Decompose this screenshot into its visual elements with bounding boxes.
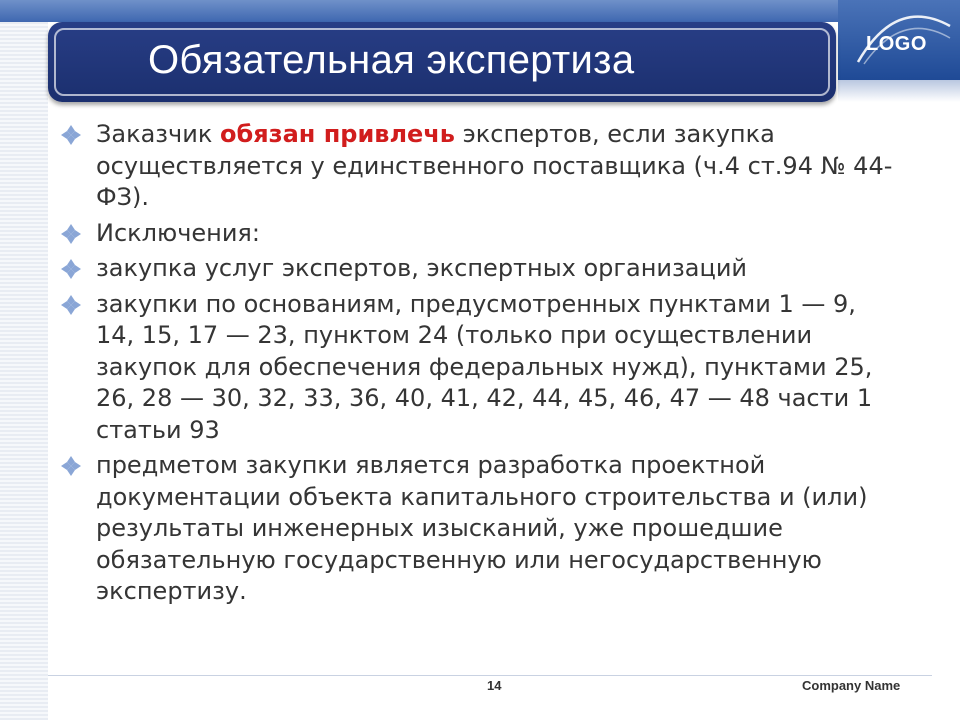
bullet-list (60, 119, 900, 612)
bullet-item-1 (60, 119, 900, 214)
bullet-item-4 (60, 289, 900, 447)
logo-text: LOGO (866, 33, 927, 55)
slide-title: Обязательная экспертиза (148, 38, 635, 82)
diamond-bullet-icon (60, 223, 82, 245)
diamond-bullet-icon (60, 258, 82, 280)
bullet-item-3 (60, 253, 900, 285)
left-margin-pattern (0, 22, 48, 720)
bullet-text-before: Заказчик (96, 120, 220, 148)
bullet-text: предметом закупки является разработка проектной документации объекта капитального строительства и (или) результаты инженерных изысканий, уже прошедшие обязательную государственную или негосударственную экспертизу. (96, 451, 868, 605)
page-number: 14 (487, 678, 502, 693)
top-decor-strip (0, 0, 960, 22)
bullet-text: закупки по основаниям, предусмотренных пунктами 1 — 9, 14, 15, 17 — 23, пунктом 24 (только при осуществлении закупок для обеспечения федеральных нужд), пунктами 25, 26, 28 — 30, 32, 33, 36, 40, 41, 42, 44, 45, 46, 47 — 48 части 1 статьи 93 (96, 289, 873, 444)
bullet-emphasis: обязан привлечь (219, 120, 455, 148)
bullet-text-after: экспертов, если закупка осуществляется у единственного поставщика (ч.4 ст.94 № 44-ФЗ). (96, 120, 893, 211)
diamond-bullet-icon (60, 294, 82, 316)
diamond-bullet-icon (60, 124, 82, 146)
diamond-bullet-icon (60, 455, 82, 477)
footer-divider (48, 675, 932, 676)
bullet-item-2 (60, 218, 900, 250)
bullet-item-5 (60, 450, 900, 608)
company-name: Company Name (802, 678, 901, 693)
bullet-text: Исключения: (96, 218, 260, 247)
bullet-text: закупка услуг экспертов, экспертных организаций (96, 254, 748, 282)
